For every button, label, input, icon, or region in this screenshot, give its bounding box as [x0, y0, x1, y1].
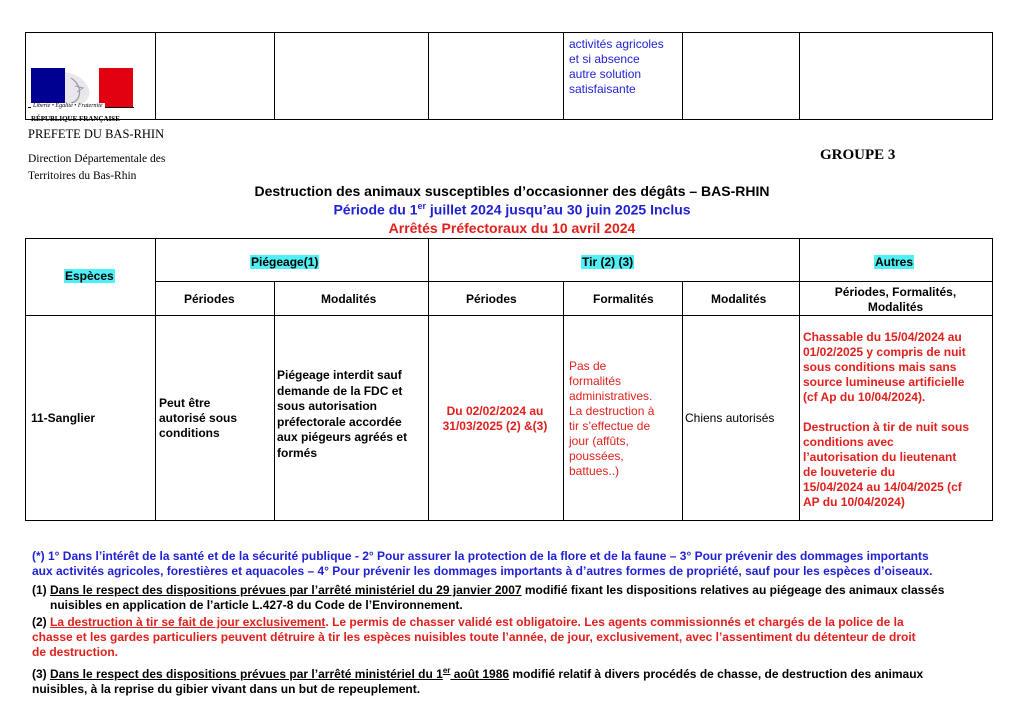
note-star: (*) 1° Dans l’intérêt de la santé et de la sécurité publique - 2° Pour assurer la protection de la flore et de la faune – 3° Pour prévenir des dommages importants aux activités agricoles, forestières et aquacoles – 4° Pour prévenir les dommages importants à d’autres formes de propriété, sauf pour les espèces d’oiseaux.: [32, 549, 933, 578]
subheader-periodes: Périodes: [184, 292, 235, 306]
autres-cell: Chassable du 15/04/2024 au 01/02/2025 y compris de nuit sous conditions mais sans source lumineuse artificielle (cf Ap du 10/04/2024). Destruction à tir de nuit sous conditions avec l’autorisation du lieutenant de louveterie du 15/04/2024 au 14/04/2025 (cf AP du 10/04/2024): [803, 330, 970, 509]
logo-republique: RÉPUBLIQUE FRANÇAISE: [31, 115, 120, 123]
document-title: Destruction des animaux susceptibles d’occasionner des dégâts – BAS-RHIN: [254, 183, 770, 199]
prefete-label: PREFETE DU BAS-RHIN: [28, 127, 165, 141]
subheader-autres: Périodes, Formalités, Modalités: [834, 285, 957, 314]
direction-label: Direction Départementale des Territoires du Bas-Rhin: [28, 153, 166, 182]
groupe-label: GROUPE 3: [820, 147, 896, 163]
marianne-logo-icon: [31, 68, 133, 108]
espece-cell: 11-Sanglier: [31, 411, 96, 425]
subheader-tir-modalites: Modalités: [711, 292, 767, 306]
header-autres: Autres: [875, 255, 914, 269]
header-tir: Tir (2) (3): [582, 255, 634, 269]
logo-devise: Liberté • Égalité • Fraternité: [33, 103, 103, 109]
tir-modalites-cell: Chiens autorisés: [685, 411, 775, 425]
note-1: (1) Dans le respect des dispositions prévues par l’arrêté ministériel du 29 janvier 2007 modifié fixant les dispositions relatives au piégeage des animaux classés nuisibles en application de l’article L.427-8 du Code de l’Environnement.: [32, 583, 945, 612]
note-2: (2) La destruction à tir se fait de jour exclusivement. Le permis de chasser validé est obligatoire. Les agents commissionnés et chargés de la police de la chasse et les gardes particuliers peuvent détruire à tir les espèces nuisibles toute l’année, de jour, exclusivement, avec l’assentiment du détenteur de droit de destruction.: [32, 615, 916, 659]
subheader-tir-periodes: Périodes: [466, 292, 517, 306]
arretes-title: Arrêtés Préfectoraux du 10 avril 2024: [388, 220, 636, 236]
header-especes: Espèces: [65, 269, 114, 283]
note-3: (3) Dans le respect des dispositions prévues par l’arrêté ministériel du 1er août 1986 modifié relatif à divers procédés de chasse, de destruction des animaux nuisibles, à la reprise du gibier vivant dans un but de repeuplement.: [32, 666, 924, 696]
top-cell-text: activités agricoles et si absence autre solution satisfaisante: [569, 37, 664, 96]
period-title: Période du 1er juillet 2024 jusqu’au 30 juin 2025 Inclus: [333, 201, 691, 218]
piegeage-periodes-cell: Peut être autorisé sous conditions: [159, 396, 238, 440]
piegeage-modalites-cell: Piégeage interdit sauf demande de la FDC et sous autorisation préfectorale accordée aux piégeurs agréés et formés: [277, 368, 408, 460]
tir-formalites-cell: Pas de formalités administratives. La destruction à tir s’effectue de jour (affûts, poussées, battues..): [569, 359, 655, 478]
tir-periodes-cell: Du 02/02/2024 au 31/03/2025 (2) &(3): [442, 404, 548, 433]
previous-page-table-row: [25, 32, 993, 120]
subheader-formalites: Formalités: [593, 292, 654, 306]
subheader-modalites: Modalités: [321, 292, 377, 306]
header-piegeage: Piégeage(1): [251, 255, 319, 269]
